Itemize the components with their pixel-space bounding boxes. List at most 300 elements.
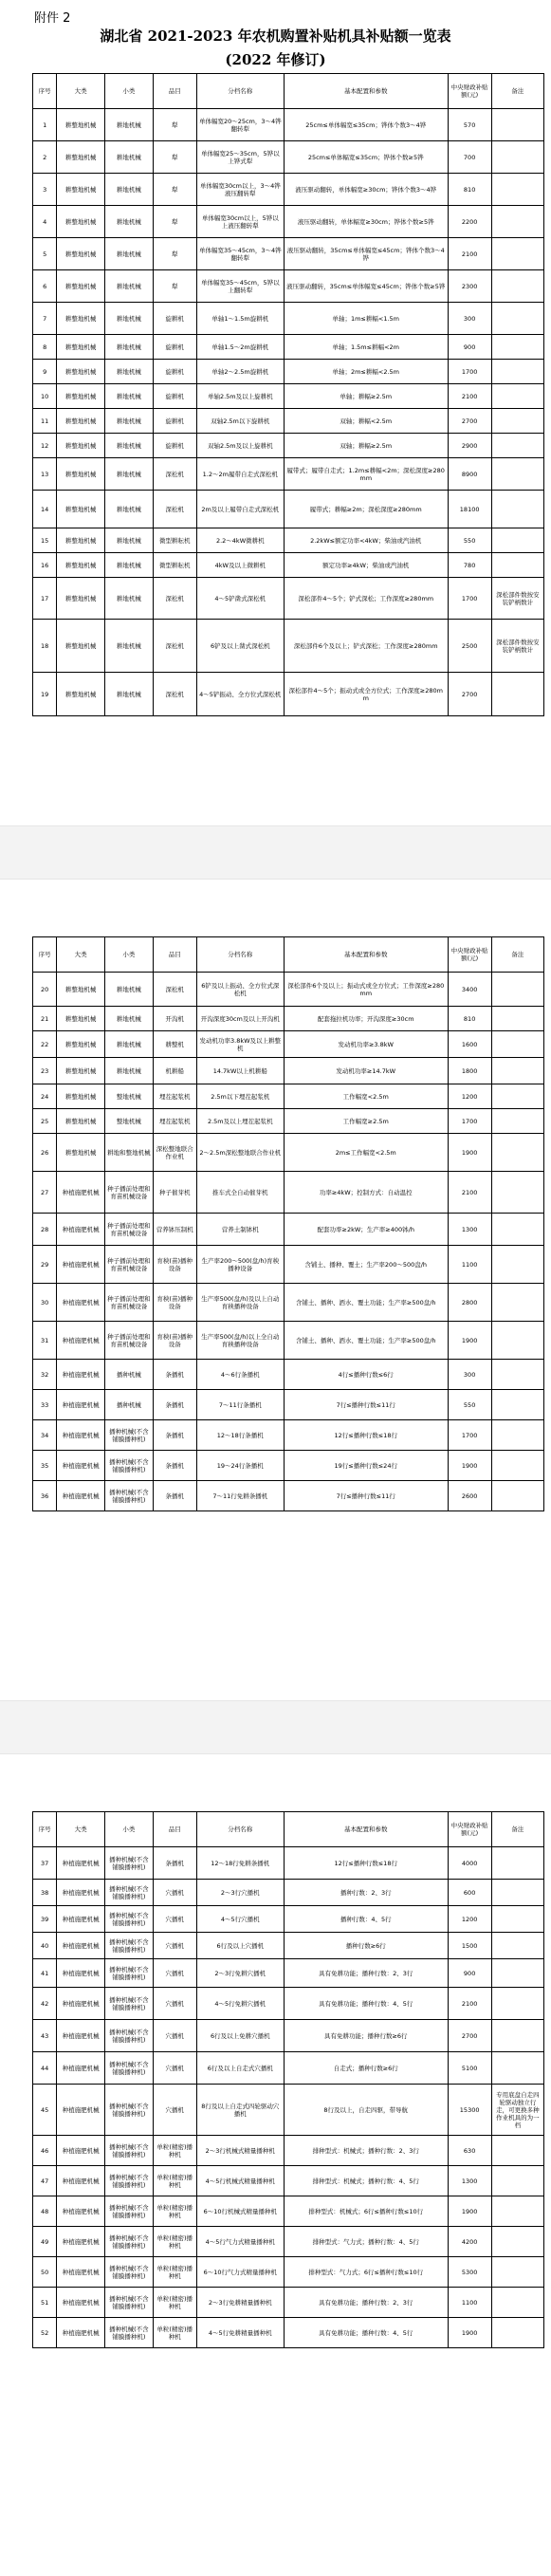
cell-category: 种植施肥机械 (57, 1172, 105, 1214)
cell-grade: 4～6行条播机 (196, 1360, 284, 1390)
cell-spec: 功率≥4kW；控制方式：自动温控 (284, 1172, 448, 1214)
cell-category: 种植施肥机械 (57, 1906, 105, 1933)
cell-subsidy: 1900 (448, 1134, 491, 1172)
cell-index: 23 (33, 1058, 57, 1084)
cell-grade: 单轴1.5～2m旋耕机 (196, 335, 284, 360)
cell-index: 32 (33, 1360, 57, 1390)
cell-category: 种植施肥机械 (57, 1933, 105, 1959)
cell-spec: 工作幅宽≥2.5m (284, 1109, 448, 1134)
table-row (33, 1420, 544, 1451)
cell-subsidy: 2100 (448, 384, 491, 409)
column-header: 备注 (491, 74, 543, 109)
cell-index: 35 (33, 1451, 57, 1481)
table-row (33, 174, 544, 206)
cell-spec: 发动机功率≥3.8kW (284, 1031, 448, 1058)
cell-subsidy: 2700 (448, 673, 491, 716)
cell-subsidy: 5100 (448, 2052, 491, 2085)
cell-grade: 4～5行免耕穴播机 (196, 1988, 284, 2020)
cell-subsidy: 300 (448, 303, 491, 335)
cell-spec: 履带式；履带自走式；1.2m≤耕幅<2m；深松深度≥280mm (284, 458, 448, 491)
cell-grade: 生产率500(盘/h)以上全自动育秧播种设备 (196, 1322, 284, 1360)
cell-spec: 单轴；2m≤耕幅<2.5m (284, 360, 448, 384)
cell-index: 11 (33, 409, 57, 434)
cell-item: 穴播机 (153, 2085, 196, 2136)
cell-subsidy: 900 (448, 335, 491, 360)
cell-index: 33 (33, 1390, 57, 1420)
cell-grade: 2～3行机械式精量播种机 (196, 2136, 284, 2166)
cell-spec: 播种行数：4、5行 (284, 1906, 448, 1933)
table-row (33, 673, 544, 716)
table-row (33, 434, 544, 458)
cell-subcategory: 耕地机械 (105, 1031, 154, 1058)
cell-item: 穴播机 (153, 2020, 196, 2052)
cell-item: 深松机 (153, 973, 196, 1007)
cell-note (491, 2196, 543, 2227)
cell-category: 耕整地机械 (57, 109, 105, 141)
cell-subcategory: 种子播前处理和育苗机械设备 (105, 1246, 154, 1284)
column-header: 品目 (153, 1812, 196, 1847)
cell-item: 犁 (153, 141, 196, 174)
cell-subcategory: 播种机械(不含铺膜播种机) (105, 1451, 154, 1481)
cell-note (491, 458, 543, 491)
cell-index: 39 (33, 1906, 57, 1933)
table-row (33, 1134, 544, 1172)
table-row (33, 1988, 544, 2020)
cell-subsidy: 1300 (448, 1214, 491, 1246)
cell-spec: 液压驱动翻转，单体幅宽≥30cm；铧体个数3～4铧 (284, 174, 448, 206)
table-row (33, 2257, 544, 2288)
cell-category: 种植施肥机械 (57, 1847, 105, 1880)
cell-category: 种植施肥机械 (57, 1322, 105, 1360)
cell-grade: 2～3行免耕穴播机 (196, 1959, 284, 1988)
cell-category: 种植施肥机械 (57, 1360, 105, 1390)
cell-subcategory: 播种机械 (105, 1360, 154, 1390)
column-header: 小类 (105, 74, 154, 109)
cell-subsidy: 1100 (448, 2288, 491, 2318)
cell-index: 48 (33, 2196, 57, 2227)
cell-grade: 6行及以上免耕穴播机 (196, 2020, 284, 2052)
cell-spec: 25cm≤单体幅宽≤35cm；铧体个数≥5铧 (284, 141, 448, 174)
cell-note (491, 2052, 543, 2085)
cell-index: 31 (33, 1322, 57, 1360)
table-row (33, 109, 544, 141)
cell-item: 单粒(精密)播种机 (153, 2196, 196, 2227)
table-row (33, 1906, 544, 1933)
cell-subsidy: 2800 (448, 1284, 491, 1322)
cell-grade: 19～24行条播机 (196, 1451, 284, 1481)
table-row (33, 458, 544, 491)
cell-subsidy: 570 (448, 109, 491, 141)
cell-subsidy: 2600 (448, 1481, 491, 1511)
cell-index: 8 (33, 335, 57, 360)
cell-subcategory: 耕地机械 (105, 360, 154, 384)
cell-spec: 具有免耕功能；播种行数：2、3行 (284, 1959, 448, 1988)
cell-grade: 2.5m及以上埋茬起浆机 (196, 1109, 284, 1134)
annex-label: 附件 2 (34, 11, 71, 26)
cell-category: 种植施肥机械 (57, 2052, 105, 2085)
cell-category: 耕整地机械 (57, 238, 105, 270)
table-row (33, 1390, 544, 1420)
cell-grade: 单体幅宽35～45cm，3～4铧翻转犁 (196, 238, 284, 270)
cell-index: 41 (33, 1959, 57, 1988)
cell-subcategory: 种子播前处理和育苗机械设备 (105, 1214, 154, 1246)
cell-note (491, 360, 543, 384)
cell-item: 单粒(精密)播种机 (153, 2136, 196, 2166)
cell-note (491, 1007, 543, 1031)
cell-subcategory: 耕地机械 (105, 270, 154, 303)
table-row (33, 303, 544, 335)
cell-note (491, 673, 543, 716)
table-row (33, 2288, 544, 2318)
table-row (33, 1933, 544, 1959)
cell-grade: 2～2.5m深松整地联合作业机 (196, 1134, 284, 1172)
cell-item: 深松机 (153, 491, 196, 528)
table-header (33, 937, 544, 973)
cell-subcategory: 耕地机械 (105, 491, 154, 528)
cell-spec: 2m≤工作幅宽<2.5m (284, 1134, 448, 1172)
cell-note (491, 109, 543, 141)
cell-spec: 配套功率≥2kW；生产率≥400钵/h (284, 1214, 448, 1246)
table-body (33, 973, 544, 1511)
cell-grade: 单体幅宽30cm以上，3～4铧液压翻转犁 (196, 174, 284, 206)
cell-note (491, 1906, 543, 1933)
cell-spec: 具有免耕功能；播种行数：4、5行 (284, 2318, 448, 2348)
page-separator (0, 1700, 551, 1754)
cell-subcategory: 耕地机械 (105, 174, 154, 206)
cell-grade: 2.5m以下埋茬起浆机 (196, 1084, 284, 1109)
cell-item: 单粒(精密)播种机 (153, 2288, 196, 2318)
cell-category: 种植施肥机械 (57, 2196, 105, 2227)
subsidy-table-page-1 (32, 73, 544, 716)
table-row (33, 1007, 544, 1031)
table-row (33, 1880, 544, 1906)
cell-subcategory: 播种机械(不含铺膜播种机) (105, 1420, 154, 1451)
cell-spec: 单轴；1.5m≤耕幅<2m (284, 335, 448, 360)
cell-spec: 19行≤播种行数≤24行 (284, 1451, 448, 1481)
table-row (33, 2196, 544, 2227)
cell-item: 犁 (153, 174, 196, 206)
cell-subsidy: 3400 (448, 973, 491, 1007)
cell-category: 耕整地机械 (57, 360, 105, 384)
cell-item: 深松机 (153, 673, 196, 716)
cell-subcategory: 耕地机械 (105, 109, 154, 141)
cell-subsidy: 550 (448, 1390, 491, 1420)
cell-subsidy: 1200 (448, 1084, 491, 1109)
cell-item: 条播机 (153, 1451, 196, 1481)
cell-subsidy: 4200 (448, 2227, 491, 2257)
cell-spec: 排种型式：机械式；播种行数：2、3行 (284, 2136, 448, 2166)
cell-note (491, 141, 543, 174)
table-row (33, 1246, 544, 1284)
cell-spec: 2.2kW≤额定功率<4kW；柴油或汽油机 (284, 528, 448, 553)
cell-item: 机耕船 (153, 1058, 196, 1084)
cell-spec: 履带式；耕幅≥2m；深松深度≥280mm (284, 491, 448, 528)
column-header: 中央财政补贴额(元) (448, 937, 491, 973)
cell-spec: 含铺土、播种、洒水、覆土功能；生产率≥500盘/h (284, 1284, 448, 1322)
cell-category: 种植施肥机械 (57, 1214, 105, 1246)
cell-category: 种植施肥机械 (57, 1390, 105, 1420)
cell-item: 条播机 (153, 1847, 196, 1880)
cell-spec: 播种行数≥6行 (284, 1933, 448, 1959)
cell-note: 深松部件数按安装铲柄数计 (491, 578, 543, 620)
cell-item: 开沟机 (153, 1007, 196, 1031)
cell-subsidy: 630 (448, 2136, 491, 2166)
cell-category: 耕整地机械 (57, 141, 105, 174)
table-row (33, 2318, 544, 2348)
cell-spec: 排种型式：机械式；6行≤播种行数≤10行 (284, 2196, 448, 2227)
cell-spec: 具有免耕功能；播种行数：2、3行 (284, 2288, 448, 2318)
cell-subcategory: 耕地机械 (105, 141, 154, 174)
cell-subcategory: 播种机械(不含铺膜播种机) (105, 1933, 154, 1959)
cell-note (491, 270, 543, 303)
cell-category: 耕整地机械 (57, 174, 105, 206)
cell-subcategory: 耕地机械 (105, 409, 154, 434)
cell-grade: 4～5行气力式精量播种机 (196, 2227, 284, 2257)
cell-subsidy: 700 (448, 141, 491, 174)
cell-note: 专用底盘自走四轮驱动独立行走，可更换多种作业机具的为一档 (491, 2085, 543, 2136)
cell-category: 种植施肥机械 (57, 1959, 105, 1988)
cell-spec: 排种型式：气力式；播种行数：4、5行 (284, 2227, 448, 2257)
cell-note (491, 303, 543, 335)
cell-spec: 额定功率≥4kW；柴油或汽油机 (284, 553, 448, 578)
cell-category: 耕整地机械 (57, 335, 105, 360)
cell-item: 微型耕耘机 (153, 528, 196, 553)
cell-index: 26 (33, 1134, 57, 1172)
cell-index: 27 (33, 1172, 57, 1214)
cell-subcategory: 耕地机械 (105, 384, 154, 409)
cell-spec: 单轴；1m≤耕幅<1.5m (284, 303, 448, 335)
table-row (33, 1959, 544, 1988)
cell-subcategory: 耕地机械 (105, 578, 154, 620)
cell-index: 40 (33, 1933, 57, 1959)
table-row (33, 1847, 544, 1880)
column-header: 小类 (105, 937, 154, 973)
cell-note (491, 2257, 543, 2288)
cell-subsidy: 600 (448, 1880, 491, 1906)
cell-category: 耕整地机械 (57, 1031, 105, 1058)
cell-index: 36 (33, 1481, 57, 1511)
table-row (33, 1109, 544, 1134)
document-page-1 (0, 0, 551, 825)
cell-subsidy: 15300 (448, 2085, 491, 2136)
cell-subcategory: 耕地机械 (105, 1007, 154, 1031)
cell-note (491, 1390, 543, 1420)
cell-subcategory: 种子播前处理和育苗机械设备 (105, 1284, 154, 1322)
table-row (33, 620, 544, 673)
cell-item: 深松机 (153, 578, 196, 620)
cell-item: 育秧(苗)播种设备 (153, 1246, 196, 1284)
column-header: 大类 (57, 74, 105, 109)
column-header: 大类 (57, 1812, 105, 1847)
cell-grade: 生产率200～500(盘/h)育秧播种设备 (196, 1246, 284, 1284)
cell-note (491, 491, 543, 528)
cell-index: 34 (33, 1420, 57, 1451)
cell-item: 深松机 (153, 458, 196, 491)
cell-index: 20 (33, 973, 57, 1007)
cell-index: 2 (33, 141, 57, 174)
cell-category: 耕整地机械 (57, 673, 105, 716)
cell-note (491, 1109, 543, 1134)
cell-grade: 2.2～4kW微耕机 (196, 528, 284, 553)
cell-item: 单粒(精密)播种机 (153, 2318, 196, 2348)
cell-subsidy: 1900 (448, 2196, 491, 2227)
cell-grade: 12～18行条播机 (196, 1420, 284, 1451)
cell-spec: 12行≤播种行数≤18行 (284, 1420, 448, 1451)
cell-index: 15 (33, 528, 57, 553)
cell-item: 穴播机 (153, 1880, 196, 1906)
cell-grade: 12～18行免耕条播机 (196, 1847, 284, 1880)
cell-spec: 液压驱动翻转，35cm≤单体幅宽≤45cm；铧体个数≥5铧 (284, 270, 448, 303)
cell-index: 22 (33, 1031, 57, 1058)
cell-subsidy: 1700 (448, 1109, 491, 1134)
cell-grade: 双轴2.5m以下旋耕机 (196, 409, 284, 434)
cell-subcategory: 耕地机械 (105, 335, 154, 360)
table-row (33, 1031, 544, 1058)
cell-spec: 双轴；耕幅<2.5m (284, 409, 448, 434)
cell-grade: 4～5行免耕精量播种机 (196, 2318, 284, 2348)
cell-subsidy: 1500 (448, 1933, 491, 1959)
cell-subcategory: 播种机械(不含铺膜播种机) (105, 2227, 154, 2257)
cell-subsidy: 900 (448, 1959, 491, 1988)
cell-spec: 双轴；耕幅≥2.5m (284, 434, 448, 458)
cell-subsidy: 1700 (448, 1420, 491, 1451)
cell-note (491, 1360, 543, 1390)
cell-category: 种植施肥机械 (57, 1451, 105, 1481)
header-row (33, 74, 544, 109)
table-row (33, 1058, 544, 1084)
table-body (33, 109, 544, 716)
cell-category: 种植施肥机械 (57, 2288, 105, 2318)
cell-category: 种植施肥机械 (57, 1481, 105, 1511)
cell-item: 耕整机 (153, 1031, 196, 1058)
cell-note (491, 1451, 543, 1481)
cell-category: 耕整地机械 (57, 1007, 105, 1031)
cell-grade: 4～5铲凿式深松机 (196, 578, 284, 620)
cell-subcategory: 耕地机械 (105, 238, 154, 270)
cell-note (491, 1988, 543, 2020)
cell-index: 38 (33, 1880, 57, 1906)
cell-subsidy: 2100 (448, 1172, 491, 1214)
cell-note (491, 409, 543, 434)
cell-category: 种植施肥机械 (57, 2257, 105, 2288)
cell-grade: 6铲及以上振动、全方位式深松机 (196, 973, 284, 1007)
cell-grade: 4～5行机械式精量播种机 (196, 2166, 284, 2196)
cell-subsidy: 1200 (448, 1906, 491, 1933)
cell-subsidy: 810 (448, 174, 491, 206)
table-row (33, 528, 544, 553)
cell-spec: 7行≤播种行数≤11行 (284, 1390, 448, 1420)
cell-item: 条播机 (153, 1360, 196, 1390)
cell-grade: 2～3行穴播机 (196, 1880, 284, 1906)
cell-subcategory: 种子播前处理和育苗机械设备 (105, 1322, 154, 1360)
cell-index: 18 (33, 620, 57, 673)
cell-subcategory: 耕地机械 (105, 1058, 154, 1084)
cell-spec: 单轴；耕幅≥2.5m (284, 384, 448, 409)
table-row (33, 270, 544, 303)
cell-spec: 7行≤播种行数≤11行 (284, 1481, 448, 1511)
cell-item: 营养钵压制机 (153, 1214, 196, 1246)
table-row (33, 2227, 544, 2257)
cell-spec: 8行及以上，自走四驱，带导航 (284, 2085, 448, 2136)
cell-category: 耕整地机械 (57, 434, 105, 458)
cell-category: 种植施肥机械 (57, 1246, 105, 1284)
cell-subsidy: 810 (448, 1007, 491, 1031)
column-header: 分档名称 (196, 1812, 284, 1847)
column-header: 序号 (33, 74, 57, 109)
cell-note (491, 1084, 543, 1109)
cell-category: 耕整地机械 (57, 458, 105, 491)
cell-spec: 排种型式：气力式；6行≤播种行数≤10行 (284, 2257, 448, 2288)
cell-item: 旋耕机 (153, 384, 196, 409)
cell-note (491, 1481, 543, 1511)
cell-subcategory: 种子播前处理和育苗机械设备 (105, 1172, 154, 1214)
cell-grade: 单轴2.5m及以上旋耕机 (196, 384, 284, 409)
cell-grade: 单体幅宽35～45cm，5铧以上翻转犁 (196, 270, 284, 303)
cell-note (491, 1058, 543, 1084)
cell-note (491, 206, 543, 238)
cell-spec: 自走式；播种行数≥6行 (284, 2052, 448, 2085)
cell-grade: 4～5行穴播机 (196, 1906, 284, 1933)
cell-subsidy: 1800 (448, 1058, 491, 1084)
cell-item: 育秧(苗)播种设备 (153, 1322, 196, 1360)
cell-spec: 深松部件6个及以上；振动式或全方位式；工作深度≥280mm (284, 973, 448, 1007)
cell-subcategory: 播种机械(不含铺膜播种机) (105, 1906, 154, 1933)
cell-spec: 25cm≤单体幅宽≤35cm；铧体个数3～4铧 (284, 109, 448, 141)
cell-category: 种植施肥机械 (57, 2166, 105, 2196)
cell-item: 犁 (153, 206, 196, 238)
column-header: 品目 (153, 937, 196, 973)
cell-subsidy: 1900 (448, 2318, 491, 2348)
cell-note (491, 1214, 543, 1246)
cell-subsidy: 1600 (448, 1031, 491, 1058)
cell-subcategory: 播种机械(不含铺膜播种机) (105, 2136, 154, 2166)
cell-index: 4 (33, 206, 57, 238)
cell-item: 旋耕机 (153, 409, 196, 434)
table-row (33, 335, 544, 360)
cell-note (491, 2020, 543, 2052)
cell-subcategory: 耕地机械 (105, 303, 154, 335)
table-row (33, 2085, 544, 2136)
cell-grade: 开沟深度30cm及以上开沟机 (196, 1007, 284, 1031)
column-header: 分档名称 (196, 74, 284, 109)
cell-index: 17 (33, 578, 57, 620)
page-separator (0, 825, 551, 880)
column-header: 基本配置和参数 (284, 74, 448, 109)
cell-category: 耕整地机械 (57, 1084, 105, 1109)
cell-note (491, 434, 543, 458)
cell-subsidy: 2300 (448, 270, 491, 303)
cell-subsidy: 1100 (448, 1246, 491, 1284)
column-header: 大类 (57, 937, 105, 973)
table-row (33, 238, 544, 270)
cell-index: 47 (33, 2166, 57, 2196)
cell-subcategory: 整地机械 (105, 1109, 154, 1134)
cell-index: 9 (33, 360, 57, 384)
cell-grade: 7～11行免耕条播机 (196, 1481, 284, 1511)
cell-category: 种植施肥机械 (57, 2136, 105, 2166)
cell-note (491, 1172, 543, 1214)
cell-grade: 营养土制钵机 (196, 1214, 284, 1246)
cell-grade: 单体幅宽25～35cm，5铧以上铧式犁 (196, 141, 284, 174)
column-header: 基本配置和参数 (284, 1812, 448, 1847)
cell-item: 育秧(苗)播种设备 (153, 1284, 196, 1322)
cell-category: 种植施肥机械 (57, 1284, 105, 1322)
cell-item: 犁 (153, 109, 196, 141)
cell-grade: 4～5铲振动、全方位式深松机 (196, 673, 284, 716)
cell-grade: 单体幅宽20～25cm，3～4铧翻转犁 (196, 109, 284, 141)
cell-note (491, 238, 543, 270)
cell-item: 单粒(精密)播种机 (153, 2257, 196, 2288)
